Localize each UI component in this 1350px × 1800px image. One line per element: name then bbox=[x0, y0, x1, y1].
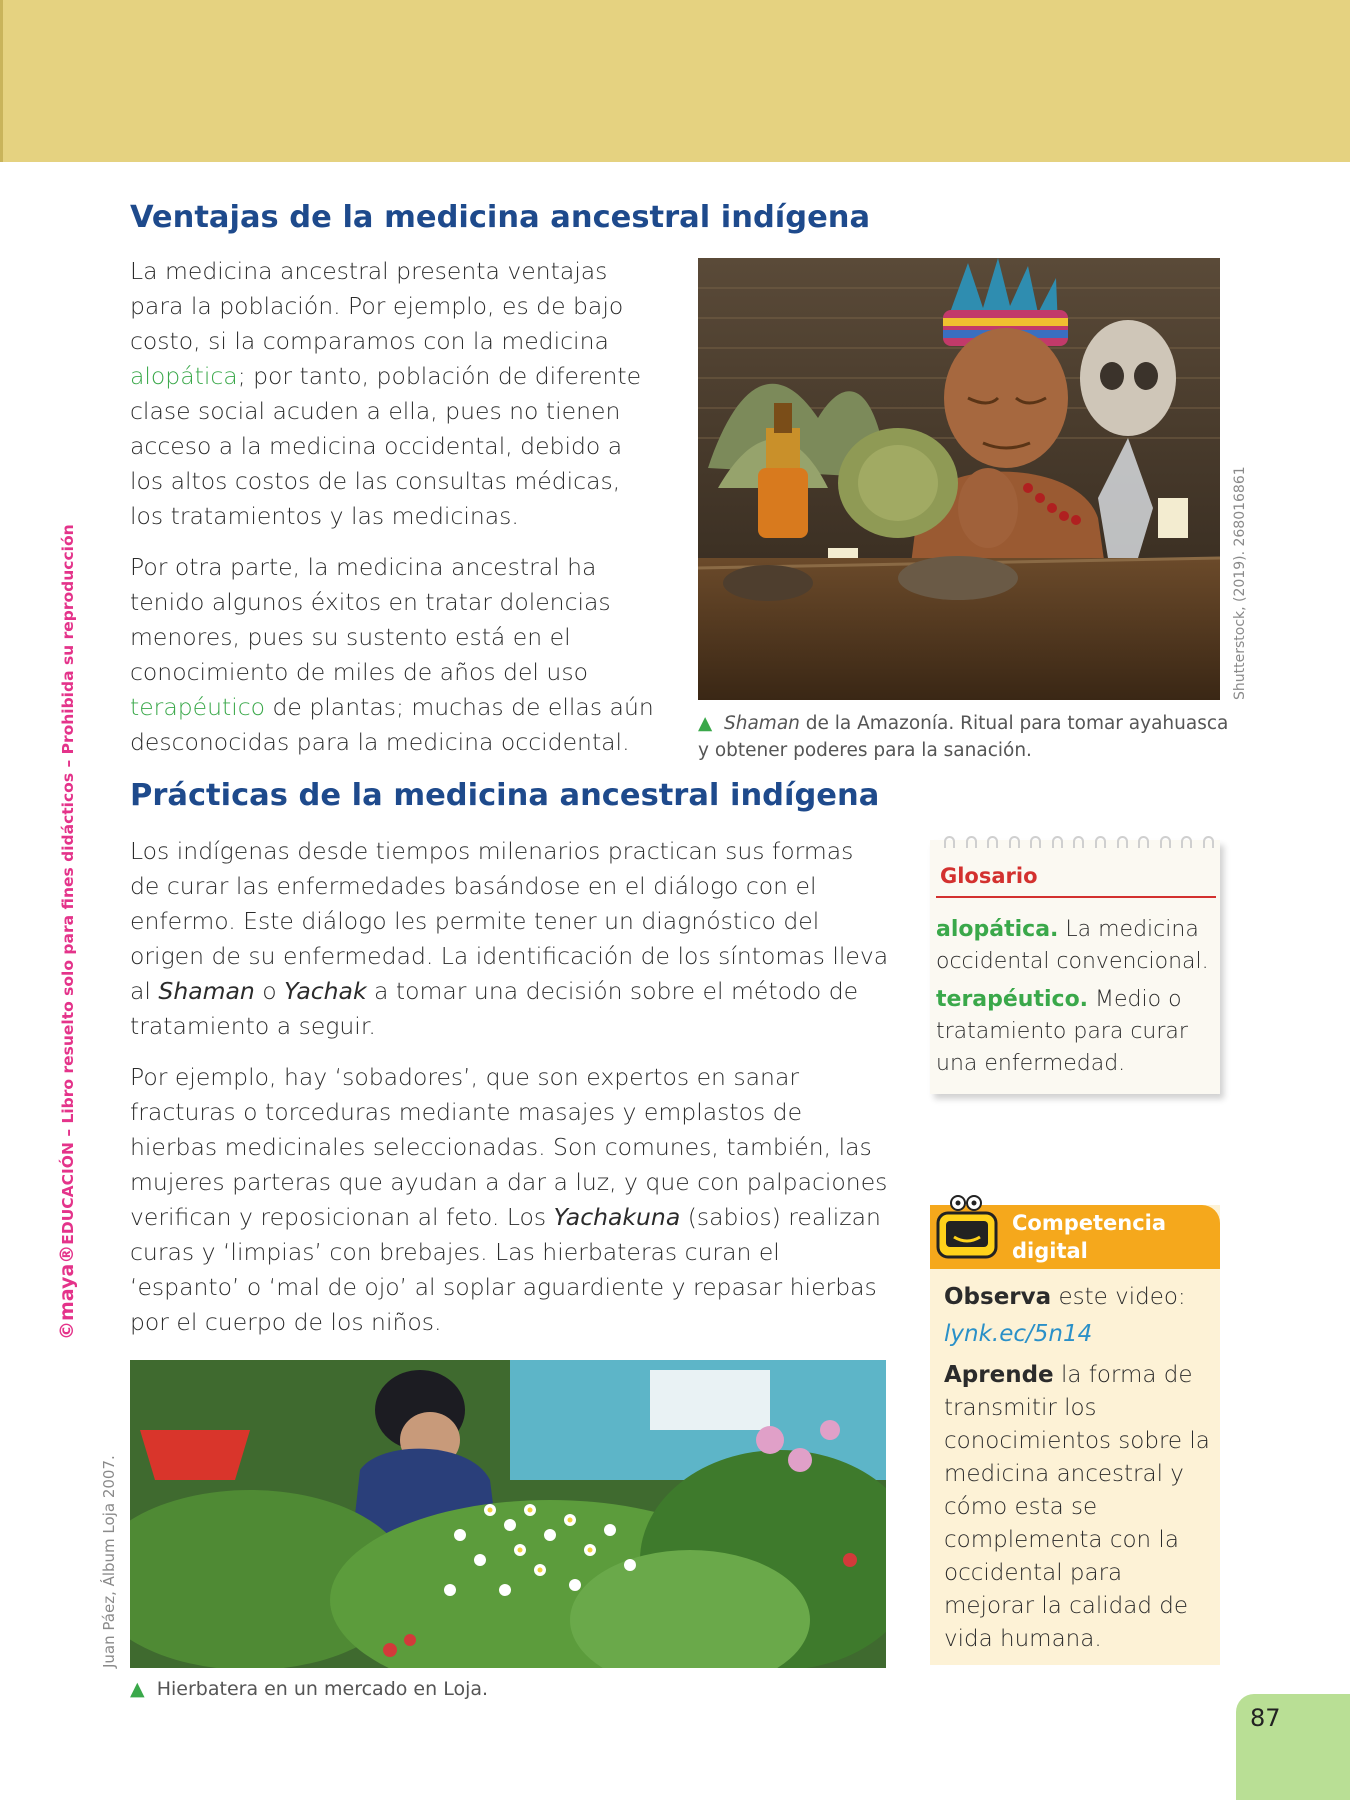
italic-shaman: Shaman bbox=[158, 977, 255, 1005]
glossary-entry-terapeutico bbox=[936, 984, 1206, 1080]
glossary-definition: Medio o tratamiento para curar una enfermedad. bbox=[936, 987, 1188, 1076]
text-run: ; por tanto, población de diferente clase social acuden a ella, pues no tienen acceso a la medicina occidental, debido a los altos costos de las consultas médicas, los tratamientos y las medicinas. bbox=[130, 362, 642, 530]
ring-icon bbox=[1030, 836, 1041, 848]
text-run: a tomar una decisión sobre el método de tratamiento a seguir. bbox=[130, 977, 859, 1040]
paragraph-practicas-1 bbox=[130, 834, 890, 1044]
learn-paragraph bbox=[944, 1359, 1214, 1656]
text-run: o bbox=[254, 977, 285, 1005]
ring-icon bbox=[1095, 836, 1106, 848]
italic-yachakuna: Yachakuna bbox=[553, 1203, 681, 1231]
competencia-title bbox=[1012, 1209, 1166, 1265]
italic-yachak: Yachak bbox=[284, 977, 367, 1005]
ring-icon bbox=[1117, 836, 1128, 848]
maya-brand: ©maya® bbox=[56, 1244, 78, 1340]
caption-triangle-icon: ▲ bbox=[130, 1678, 145, 1700]
ring-icon bbox=[1203, 836, 1214, 848]
text-run: La medicina ancestral presenta ventajas para la población. Por ejemplo, es de bajo costo, si la comparamos con la medicina bbox=[130, 257, 624, 355]
competencia-title-line1: Competencia bbox=[1012, 1211, 1167, 1235]
glossary-title: Glosario bbox=[940, 864, 1038, 888]
shaman-photo-caption bbox=[698, 710, 1238, 764]
paragraph-ventajas-2 bbox=[130, 550, 660, 760]
hierbatera-photo-credit: Juan Páez, Álbum Loja 2007. bbox=[100, 1455, 118, 1668]
text-run: Los indígenas desde tiempos milenarios practican sus formas de curar las enfermedades basándose en el diálogo con el enfermo. Este diálogo les permite tener un diagnóstico del origen de su enfermedad. La identificación de los síntomas lleva al bbox=[130, 837, 889, 1005]
glossary-term: terapéutico. bbox=[936, 987, 1089, 1012]
observe-label: Observa bbox=[944, 1284, 1052, 1310]
caption-italic: Shaman bbox=[724, 713, 800, 734]
section-title-practicas: Prácticas de la medicina ancestral indígena bbox=[130, 778, 880, 813]
shaman-photo-credit: Shutterstock, (2019). 268016861 bbox=[1232, 466, 1248, 700]
term-terapeutico: terapéutico bbox=[130, 693, 266, 721]
copyright-text: EDUCACIÓN – Libro resuelto solo para fines didácticos – Prohibida su reproducción bbox=[59, 524, 77, 1245]
top-color-band bbox=[0, 0, 1350, 162]
caption-triangle-icon: ▲ bbox=[698, 713, 713, 734]
text-run: (sabios) realizan curas y ‘limpias’ con brebajes. Las hierbateras curan el ‘espanto’ o ‘mal de ojo’ al soplar aguardiente y repasar hierbas por el cuerpo de los niños. bbox=[130, 1203, 881, 1336]
ring-icon bbox=[1138, 836, 1149, 848]
caption-text: Hierbatera en un mercado en Loja. bbox=[156, 1678, 489, 1700]
learn-text: la forma de transmitir los conocimientos sobre la medicina ancestral y cómo esta se complementa con la occidental para mejorar la calidad de vida humana. bbox=[944, 1362, 1210, 1652]
glossary-box bbox=[930, 840, 1220, 1094]
observe-text: este video: bbox=[1051, 1284, 1186, 1310]
paragraph-ventajas-1 bbox=[130, 254, 660, 534]
shaman-photo bbox=[698, 258, 1220, 700]
glossary-entry-alopatica bbox=[936, 914, 1216, 978]
ring-icon bbox=[1160, 836, 1171, 848]
video-link[interactable]: lynk.ec/5n14 bbox=[944, 1321, 1093, 1347]
hierbatera-photo bbox=[130, 1360, 886, 1668]
ring-icon bbox=[1073, 836, 1084, 848]
text-run: Por otra parte, la medicina ancestral ha tenido algunos éxitos en tratar dolencias menores, pues su sustento está en el conocimiento de miles de años del uso bbox=[130, 553, 611, 686]
shaman-illustration bbox=[698, 258, 1220, 700]
glossary-definition: La medicina occidental convencional. bbox=[936, 917, 1209, 974]
text-run: de plantas; muchas de ellas aún desconocidas para la medicina occidental. bbox=[130, 693, 654, 756]
ring-icon bbox=[1181, 836, 1192, 848]
glossary-term: alopática. bbox=[936, 917, 1059, 942]
term-alopatica: alopática bbox=[130, 362, 238, 390]
page-number: 87 bbox=[1250, 1704, 1281, 1732]
ring-icon bbox=[987, 836, 998, 848]
ring-icon bbox=[1052, 836, 1063, 848]
ring-icon bbox=[944, 836, 955, 848]
text-run: Por ejemplo, hay ‘sobadores’, que son expertos en sanar fracturas o torceduras mediante masajes y emplastos de hierbas medicinales seleccionadas. Son comunes, también, las mujeres parteras que ayudan a dar a luz, y que con palpaciones verifican y reposicionan al feto. Los bbox=[130, 1063, 888, 1231]
hierbatera-photo-caption bbox=[130, 1676, 730, 1703]
paragraph-practicas-2 bbox=[130, 1060, 890, 1340]
section-title-ventajas: Ventajas de la medicina ancestral indígena bbox=[130, 200, 871, 235]
side-copyright-note bbox=[56, 480, 78, 1340]
competencia-header bbox=[930, 1205, 1220, 1269]
ring-icon bbox=[1009, 836, 1020, 848]
competencia-digital-box bbox=[930, 1205, 1220, 1665]
learn-label: Aprende bbox=[944, 1362, 1054, 1388]
caption-text: de la Amazonía. Ritual para tomar ayahuasca y obtener poderes para la sanación. bbox=[698, 713, 1229, 761]
tablet-mascot-icon bbox=[932, 1193, 1002, 1265]
top-band-edge bbox=[0, 0, 3, 162]
observe-line bbox=[944, 1281, 1186, 1314]
hierbatera-illustration bbox=[130, 1360, 886, 1668]
ring-icon bbox=[966, 836, 977, 848]
competencia-title-line2: digital bbox=[1012, 1239, 1088, 1263]
notebook-rings bbox=[944, 836, 1214, 850]
glossary-divider bbox=[936, 896, 1216, 898]
